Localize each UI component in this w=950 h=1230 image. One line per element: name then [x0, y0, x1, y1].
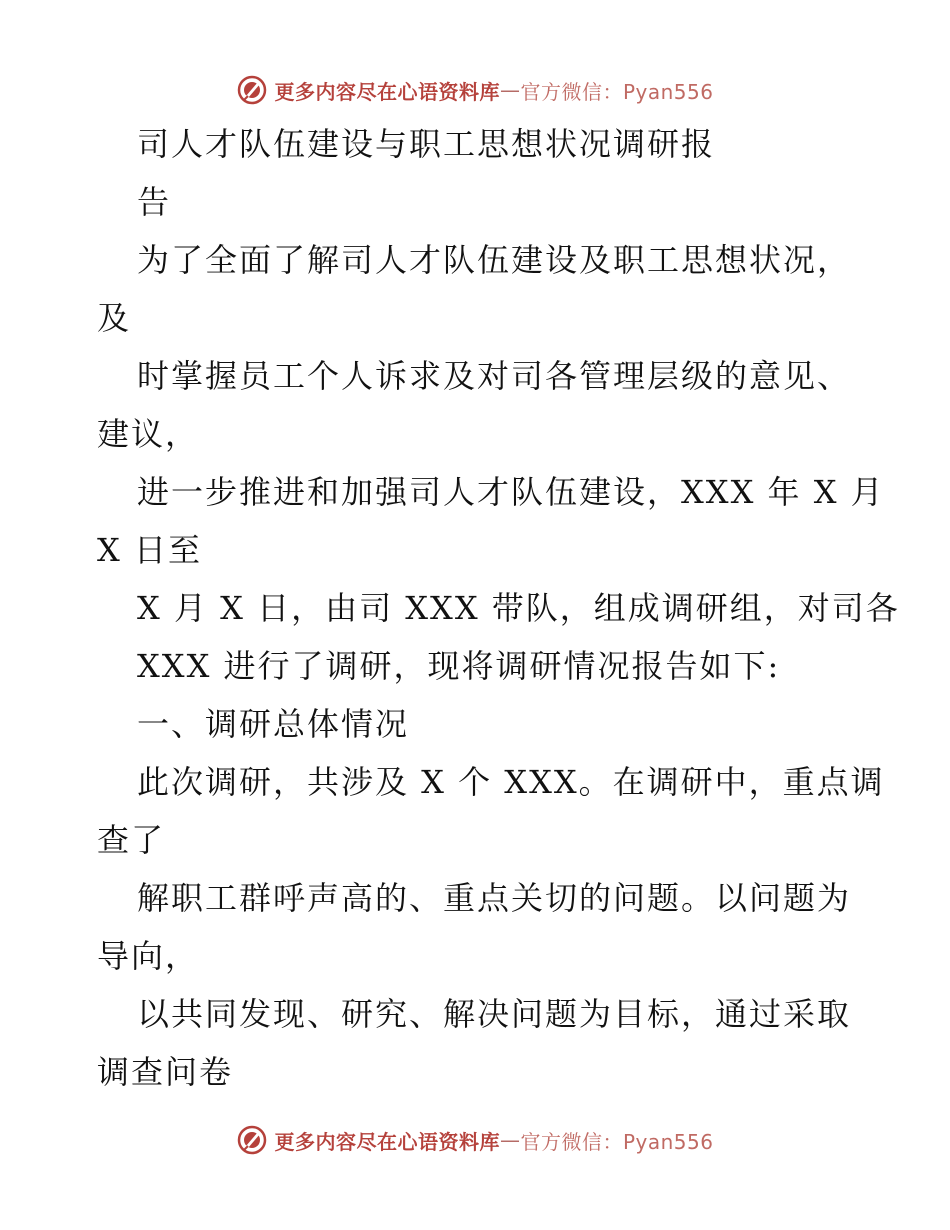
doc-line: 及: [97, 299, 132, 337]
doc-line: XXX 进行了调研，现将调研情况报告如下:: [137, 647, 781, 685]
doc-line: 以共同发现、研究、解决问题为目标，通过采取: [137, 995, 852, 1033]
footer-banner: [0, 1120, 950, 1160]
doc-line: 为了全面了解司人才队伍建设及职工思想状况，: [137, 241, 852, 279]
header-banner: [0, 70, 950, 110]
doc-line: X 月 X 日，由司 XXX 带队，组成调研组，对司各: [137, 589, 900, 627]
doc-line: 解职工群呼声高的、重点关切的问题。以问题为: [137, 879, 852, 917]
banner-dash: —: [499, 78, 521, 102]
banner-text: [274, 1126, 713, 1155]
section-heading: 一、调研总体情况: [137, 705, 410, 743]
banner-dash: —: [499, 1128, 521, 1152]
banner-site-name: 更多内容尽在心语资料库: [274, 79, 500, 104]
doc-title-line-2: 告: [137, 183, 172, 221]
quill-logo-icon: [236, 74, 268, 106]
quill-logo-icon: [236, 1124, 268, 1156]
banner-site-name: 更多内容尽在心语资料库: [274, 1129, 500, 1154]
doc-line: X 日至: [97, 531, 202, 569]
doc-line: 进一步推进和加强司人才队伍建设，XXX 年 X 月: [137, 473, 885, 511]
doc-line: 此次调研，共涉及 X 个 XXX。在调研中，重点调: [137, 763, 885, 801]
banner-wechat: 官方微信：Pyan556: [520, 1129, 714, 1154]
banner-text: [274, 76, 713, 105]
banner-wechat: 官方微信：Pyan556: [520, 79, 714, 104]
doc-line: 时掌握员工个人诉求及对司各管理层级的意见、: [137, 357, 852, 395]
doc-line: 查了: [97, 821, 166, 859]
doc-line: 建议，: [97, 415, 200, 453]
doc-line: 导向，: [97, 937, 200, 975]
doc-title-line-1: 司人才队伍建设与职工思想状况调研报: [137, 125, 716, 163]
doc-line: 调查问卷: [97, 1053, 234, 1091]
